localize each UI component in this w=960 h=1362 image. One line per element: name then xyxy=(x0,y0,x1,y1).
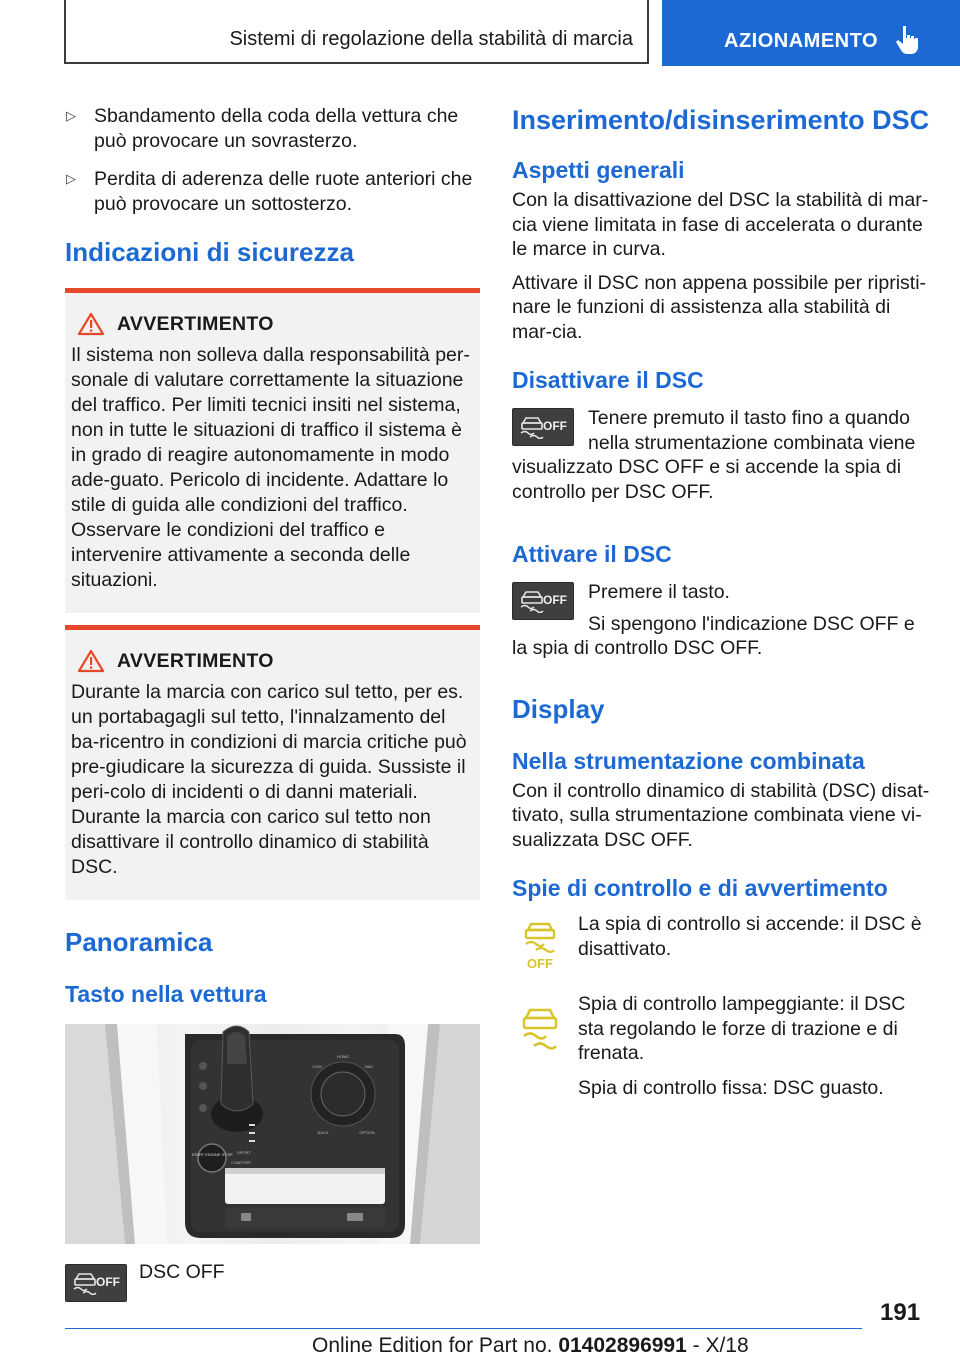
warning-text: Il sistema non solleva dalla responsabilità per-sonale di valutare correttamente la situazione del traffico. Per limiti tecnici insiti nel sistema, non in tutte le situazioni di traffico il sistema è in grado di reagire autonomamente in modo ade-guato. Pericolo di incidente. Adattare lo stile di guida alle condizioni del traffico. Osservare le condizioni del traffico e intervenire attivamente a seconda delle situazioni. xyxy=(71,344,470,591)
light2-text-1: Spia di controllo lampeggiante: il DSC sta regolando le forze di trazione e di frenata. xyxy=(578,993,906,1064)
page-number: 191 xyxy=(880,1299,921,1326)
list-item xyxy=(65,167,480,216)
section-title: Sistemi di regolazione della stabilità di marcia xyxy=(229,28,633,50)
start-stop-label: START ENGINE STOP xyxy=(191,1152,233,1157)
overview-heading: Panoramica xyxy=(65,927,213,957)
center-console-photo xyxy=(65,1024,480,1244)
dsc-off-button-icon xyxy=(512,408,574,446)
light1-text: La spia di controllo si accende: il DSC è disattivato. xyxy=(578,913,922,960)
general-paragraph-2: Attivare il DSC non appena possibile per ripristi-nare le funzioni di assistenza alla stabilità di mar-cia. xyxy=(512,271,927,343)
chapter-tab xyxy=(662,0,960,66)
dsc-off-indicator-icon xyxy=(512,918,568,974)
main-heading: Inserimento/disinserimento DSC xyxy=(512,105,930,135)
warning-title: AVVERTIMENTO xyxy=(117,312,274,335)
com-label: COM xyxy=(312,1064,322,1069)
footer-edition xyxy=(312,1334,749,1358)
bullet-text: Perdita di aderenza delle ruote anteriori che può provocare un sottosterzo. xyxy=(94,168,473,215)
general-paragraph-1: Con la disattivazione del DSC la stabilità di mar-cia viene limitata in fase di accelerata o durante le marce in curva. xyxy=(512,189,929,260)
bullet-list xyxy=(65,104,480,216)
button-caption: DSC OFF xyxy=(139,1261,225,1283)
part-number: 01402896991 xyxy=(558,1334,687,1357)
edition-suffix: - X/18 xyxy=(686,1334,749,1357)
dsc-off-button-icon xyxy=(65,1264,127,1302)
warning-triangle-icon xyxy=(77,649,105,673)
center-console-illustration xyxy=(65,1024,480,1244)
warning-box xyxy=(65,625,480,900)
dsc-button-off-label: OFF xyxy=(543,593,567,607)
warning-triangle-icon xyxy=(77,312,105,336)
general-heading: Aspetti generali xyxy=(512,157,685,183)
page-header xyxy=(0,0,960,66)
chapter-tab-label: AZIONAMENTO xyxy=(724,30,879,52)
dsc-active-indicator-icon xyxy=(512,1002,568,1058)
sport-label: SPORT xyxy=(237,1150,251,1155)
activate-text-2: Si spengono l'indicazione DSC OFF e la spia di controllo DSC OFF. xyxy=(512,612,915,659)
left-column xyxy=(65,104,480,1302)
light2-text-2: Spia di controllo fissa: DSC guasto. xyxy=(578,1076,884,1099)
indicator-off-label: OFF xyxy=(527,956,553,971)
deactivate-heading: Disattivare il DSC xyxy=(512,367,704,393)
list-item xyxy=(65,104,480,153)
right-column xyxy=(512,104,930,1100)
display-heading: Display xyxy=(512,693,605,724)
warning-text: Durante la marcia con carico sul tetto, per es. un portabagagli sul tetto, l'innalzamento del ba-ricentro in condizioni di marcia critiche può pre-giudicare la sicurezza di guida. Sussiste il peri-colo di incidenti o di danni materiali. Durante la marcia con carico sul tetto non disattivare il controllo dinamico di stabilità DSC. xyxy=(71,681,467,878)
home-label: HOME xyxy=(337,1054,349,1059)
button-heading: Tasto nella vettura xyxy=(65,981,267,1007)
footer-divider xyxy=(65,1328,862,1329)
warning-title: AVVERTIMENTO xyxy=(117,649,274,672)
bullet-text: Sbandamento della coda della vettura che può provocare un sovrasterzo. xyxy=(94,105,459,152)
dsc-button-off-label: OFF xyxy=(543,419,567,433)
warning-box xyxy=(65,288,480,613)
safety-heading: Indicazioni di sicurezza xyxy=(65,237,354,267)
pointing-hand-icon xyxy=(894,24,922,54)
cluster-text: Con il controllo dinamico di stabilità (DSC) disat-tivato, sulla strumentazione combinata viene vi-sualizzata DSC OFF. xyxy=(512,779,930,851)
triangle-bullet-icon: ▷ xyxy=(66,171,76,186)
section-title-box xyxy=(64,0,649,64)
indicator-row xyxy=(512,992,930,1100)
dsc-button-off-label: OFF xyxy=(96,1275,120,1289)
triangle-bullet-icon: ▷ xyxy=(66,108,76,123)
indicator-row xyxy=(512,912,930,974)
option-label: OPTION xyxy=(359,1130,375,1135)
comfort-label: COMFORT xyxy=(231,1160,252,1165)
lights-heading: Spie di controllo e di avvertimento xyxy=(512,875,888,901)
nav-label: NAV xyxy=(365,1064,373,1069)
activate-text-1: Premere il tasto. xyxy=(588,581,730,603)
cluster-heading: Nella strumentazione combinata xyxy=(512,747,865,774)
dsc-off-button-icon xyxy=(512,582,574,620)
edition-prefix: Online Edition for Part no. xyxy=(312,1334,559,1357)
activate-heading: Attivare il DSC xyxy=(512,541,672,567)
back-label: BACK xyxy=(317,1130,329,1135)
deactivate-text: Tenere premuto il tasto fino a quando nella strumentazione combinata viene visualizzato DSC OFF e si accende la spia di controllo per DSC OFF. xyxy=(512,407,916,503)
